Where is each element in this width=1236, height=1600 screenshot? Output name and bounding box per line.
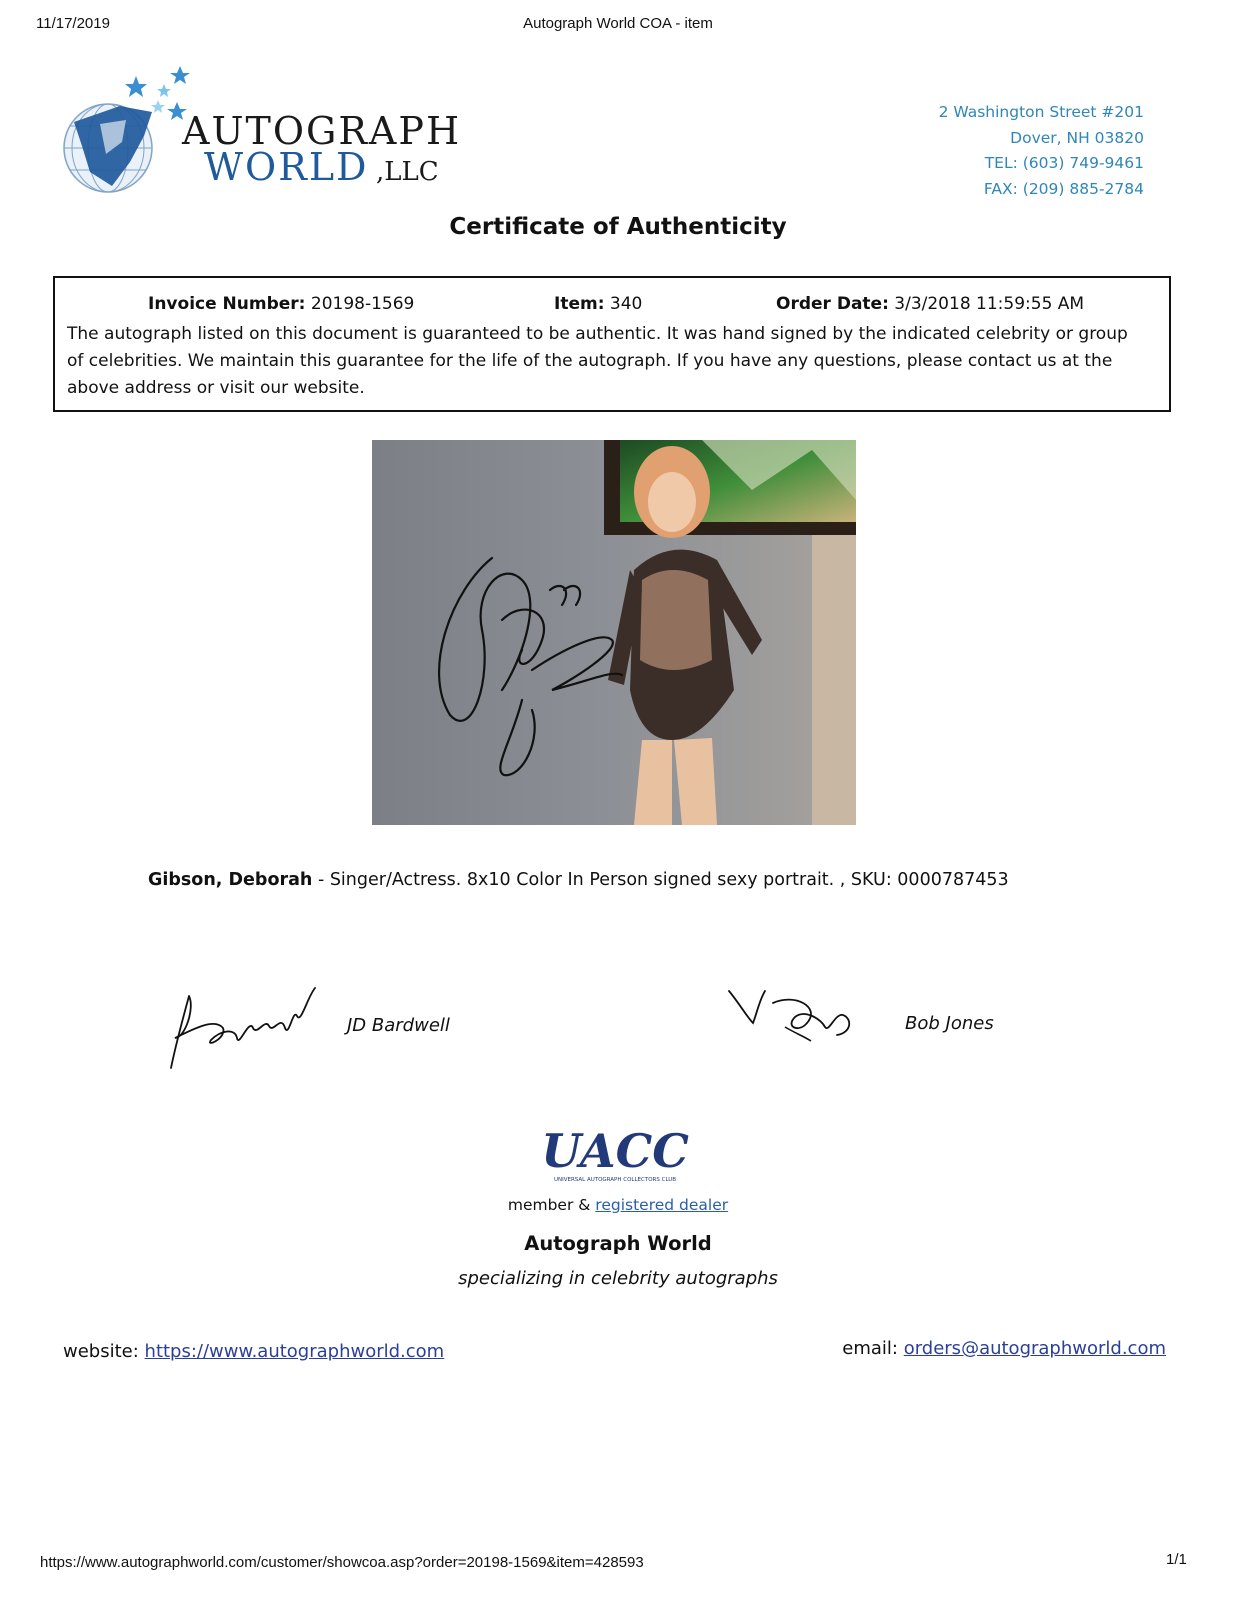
company-logo [60, 62, 480, 200]
tagline: specializing in celebrity autographs [458, 1268, 778, 1289]
print-date: 11/17/2019 [36, 15, 110, 32]
email-label: email: [842, 1338, 904, 1359]
item-value: 340 [609, 294, 643, 314]
invoice-number [148, 294, 414, 314]
item-label: Item: [554, 294, 605, 314]
item-details: - Singer/Actress. 8x10 Color In Person signed sexy portrait. , SKU: 0000787453 [312, 870, 1009, 890]
company-address [939, 100, 1144, 202]
registered-dealer-link[interactable]: registered dealer [595, 1196, 729, 1214]
print-page-number: 1/1 [1166, 1551, 1187, 1568]
logo-text-autograph: AUTOGRAPH [182, 109, 462, 153]
print-title: Autograph World COA - item [523, 15, 713, 32]
website-line [63, 1341, 444, 1362]
address-city: Dover, NH 03820 [1010, 128, 1144, 147]
item-number [554, 294, 642, 314]
celebrity-name: Gibson, Deborah [148, 870, 313, 890]
website-link[interactable]: https://www.autographworld.com [144, 1341, 445, 1362]
guarantee-text: The autograph listed on this document is guaranteed to be authentic. It was hand signed by the indicated celebrity or group of celebrities. We maintain this guarantee for the life of the autograph. If you have any questions, please contact us at the above address or visit our website. [67, 324, 1128, 398]
logo-text-llc: ,LLC [376, 157, 439, 187]
email-link[interactable]: orders@autographworld.com [903, 1338, 1166, 1359]
signature-jd-bardwell [165, 978, 325, 1073]
company-fax: FAX: (209) 885-2784 [983, 179, 1144, 198]
membership-line [0, 1196, 1236, 1214]
certificate-info-box [53, 276, 1171, 412]
signature-bob-jones [725, 983, 865, 1053]
uacc-logo [540, 1125, 690, 1185]
item-description [148, 870, 1009, 890]
invoice-label: Invoice Number: [148, 294, 306, 314]
order-date-label: Order Date: [776, 294, 889, 314]
signer-name-2: Bob Jones [905, 1013, 994, 1034]
brand-name: Autograph World [524, 1232, 712, 1255]
logo-text-world: WORLD [204, 145, 369, 189]
print-footer-url: https://www.autographworld.com/customer/showcoa.asp?order=20198-1569&item=428593 [40, 1554, 644, 1571]
membership-prefix: member & [507, 1196, 596, 1214]
signer-name-1: JD Bardwell [347, 1015, 450, 1036]
globe-icon [64, 104, 152, 192]
invoice-value: 20198-1569 [310, 294, 415, 314]
order-date [776, 294, 1084, 314]
website-label: website: [63, 1341, 145, 1362]
certificate-title: Certificate of Authenticity [449, 214, 787, 240]
address-street: 2 Washington Street #201 [938, 103, 1144, 121]
company-phone: TEL: (603) 749-9461 [984, 154, 1144, 172]
email-line [842, 1338, 1166, 1359]
autographed-photo [372, 440, 856, 825]
uacc-logo-subtext: UNIVERSAL AUTOGRAPH COLLECTORS CLUB [553, 1177, 677, 1183]
uacc-logo-text: UACC [541, 1125, 689, 1178]
order-date-value: 3/3/2018 11:59:55 AM [894, 294, 1085, 314]
